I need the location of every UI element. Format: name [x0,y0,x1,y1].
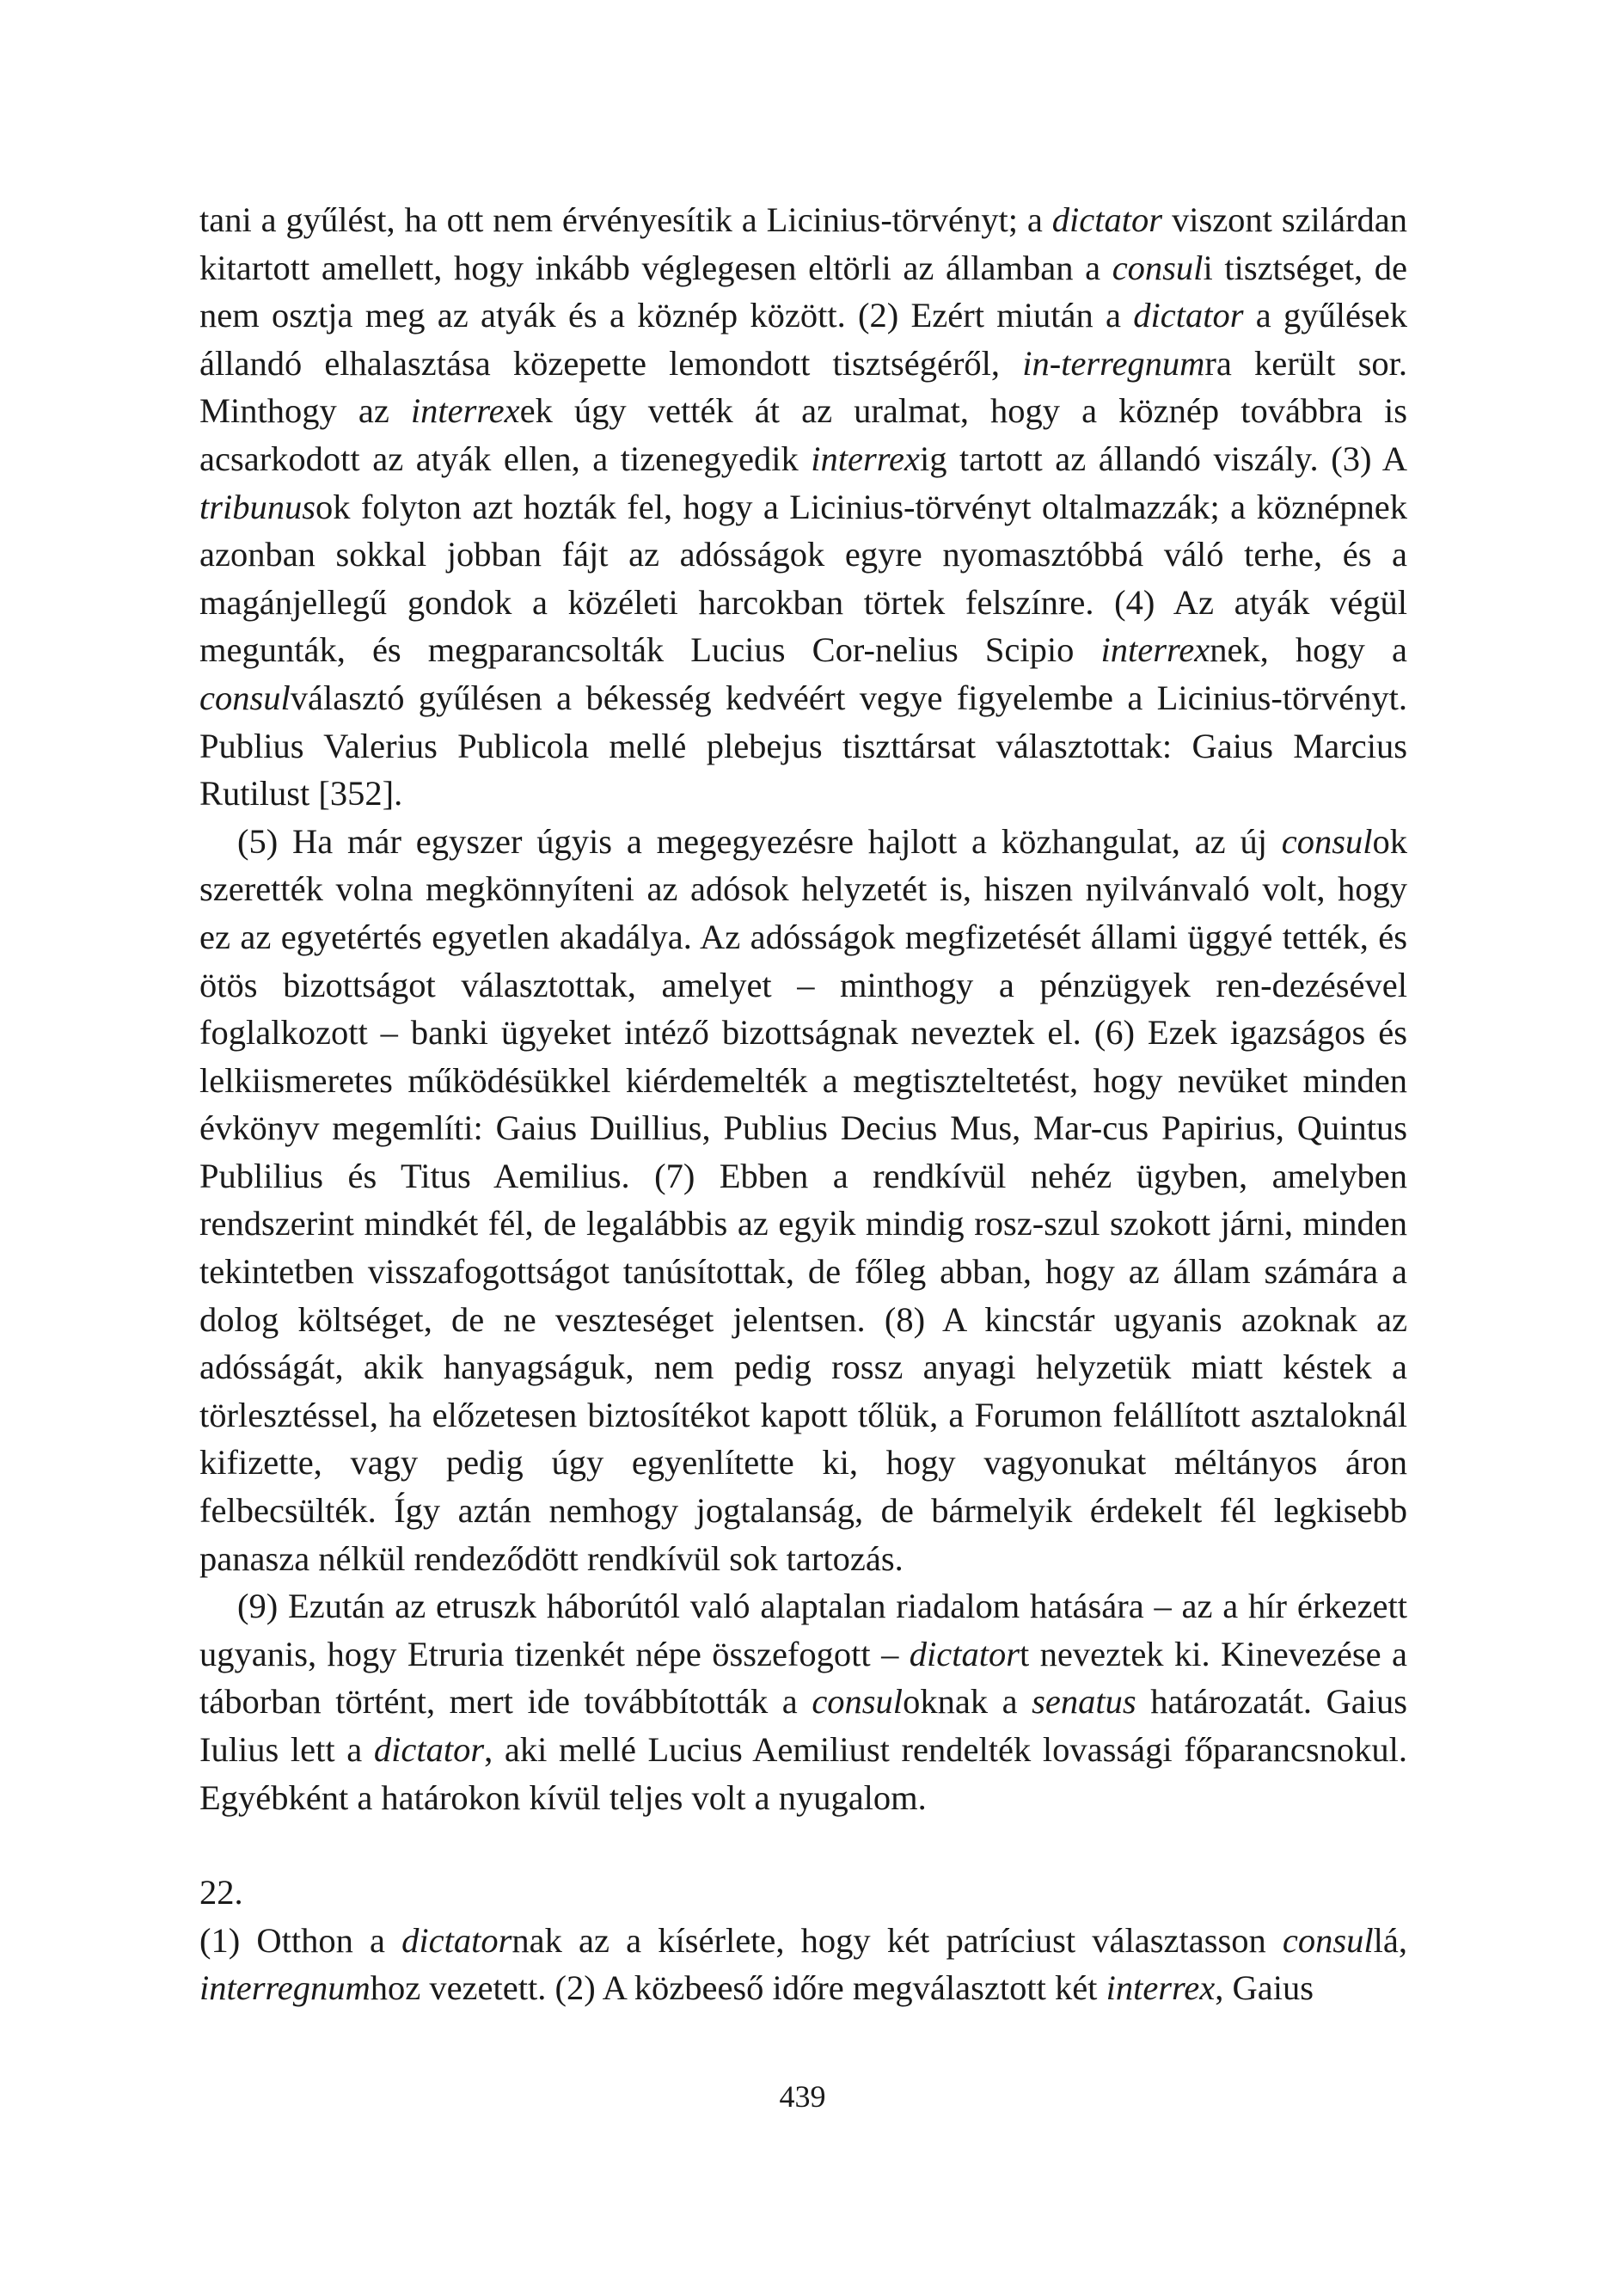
text-run: nek, hogy a [1210,630,1407,670]
paragraph [199,1582,1407,1821]
italic-term: consul [812,1682,904,1722]
text-run: a gyűlések állandó elhalasztása közepette lemondott tisztségéről, [199,296,1407,383]
italic-term: dictator [401,1920,512,1960]
body-text [199,196,1407,2012]
text-run: (1) Otthon a [199,1920,402,1960]
page-number: 439 [779,2079,826,2114]
text-run: t neveztek ki. Kinevezése a táborban történt, mert ide továbbították a [199,1634,1407,1722]
italic-term: tribunus [199,487,316,526]
text-run: , Gaius [1215,1968,1314,2008]
italic-term: dictator [1051,200,1163,239]
text-run: ek úgy vették át az uralmat, hogy a köznép továbbra is acsarkodott az atyák ellen, a tizenegyedik [199,391,1407,478]
italic-term: interrex [410,391,520,431]
text-run: (9) Ezután az etruszk háborútól való alaptalan riadalom hatására – az a hír érkezett ugyanis, hogy Etruria tizenkét népe összefogott – [199,1587,1407,1673]
italic-term: dictator [909,1634,1020,1673]
text-run: nak az a kísérlete, hogy két patríciust választasson [512,1920,1283,1960]
text-run: választó gyűlésen a békesség kedvéért vegye figyelembe a Licinius-törvényt. Publius Valerius Publicola mellé plebejus tiszttársat választottak: Gaius Marcius Rutilust [352]. [199,678,1407,813]
italic-term: consul [199,678,291,717]
italic-term: interregnum [199,1968,371,2008]
paragraph [199,1917,1407,2012]
italic-term: consul [1112,248,1204,287]
italic-term: interrex [811,439,920,478]
text-run: határozatát. Gaius Iulius lett a [199,1682,1408,1769]
italic-term: dictator [373,1730,485,1769]
text-run: lá, [1373,1920,1407,1960]
text-run: i tisztséget, de nem osztja meg az atyák és a köznép között. (2) Ezért miután a [199,248,1408,335]
text-run: hoz vezetett. (2) A közbeeső időre megválasztott két [370,1968,1106,2008]
italic-term: dictator [1133,296,1244,335]
italic-term: interrex [1100,630,1210,670]
text-run: ra került sor. Minthogy az [199,343,1407,431]
text-run: oknak a [903,1682,1032,1722]
italic-term: senatus [1032,1682,1136,1722]
italic-term: in-terregnum [1022,343,1205,383]
chapter-paragraphs [199,1917,1407,2012]
italic-term: consul [1282,1920,1374,1960]
italic-term: consul [1281,821,1373,861]
text-run: ok folyton azt hozták fel, hogy a Licinius-törvényt oltalmazzák; a köznépnek azonban sokkal jobban fájt az adósságok egyre nyomasztóbbá váló terhe, és a magánjellegű gondok a közéleti harcokban törtek felszínre. (4) Az atyák végül megunták, és megparancsolták Lucius Cor-nelius Scipio [199,487,1407,670]
text-run: , aki mellé Lucius Aemiliust rendelték lovassági főparancsnokul. Egyébként a határokon kívül teljes volt a nyugalom. [199,1730,1407,1817]
text-run: ok szerették volna megkönnyíteni az adósok helyzetét is, hiszen nyilvánvaló volt, hogy ez az egyetértés egyetlen akadálya. Az adósságok megfizetését állami üggyé tették, és ötös bizottságot választottak, amelyet – minthogy a pénzügyek ren-dezésével foglalkozott – banki ügyeket intéző bizottságnak neveztek el. (6) Ezek igazságos és lelkiismeretes működésükkel kiérdemelték a megtiszteltetést, hogy nevüket minden évkönyv megemlíti: Gaius Duillius, Publius Decius Mus, Mar-cus Papirius, Quintus Publilius és Titus Aemilius. (7) Ebben a rendkívül nehéz ügyben, amelyben rendszerint mindkét fél, de legalábbis az egyik mindig rosz-szul szokott járni, minden tekintetben visszafogottságot tanúsítottak, de főleg abban, hogy az állam számára a dolog költséget, de ne veszteséget jelentsen. (8) A kincstár ugyanis azoknak az adósságát, akik hanyagságuk, nem pedig rossz anyagi helyzetük miatt késtek a törlesztéssel, ha előzetesen biztosítékot kapott tőlük, a Forumon felállított asztaloknál kifizette, vagy pedig úgy egyenlítette ki, hogy vagyonukat méltányos áron felbecsülték. Így aztán nemhogy jogtalanság, de bármelyik érdekelt fél legkisebb panasza nélkül rendeződött rendkívül sok tartozás. [199,821,1407,1578]
paragraph [199,196,1407,818]
text-run: viszont szilárdan kitartott amellett, hogy inkább véglegesen eltörli az államban a [199,200,1408,287]
main-paragraphs [199,196,1407,1821]
chapter-number: 22. [199,1873,243,1912]
text-run: tani a gyűlést, ha ott nem érvényesítik a Licinius-törvényt; a [199,200,1052,239]
paragraph [199,818,1407,1583]
italic-term: interrex [1106,1968,1216,2008]
text-run: (5) Ha már egyszer úgyis a megegyezésre hajlott a közhangulat, az új [237,821,1282,861]
text-run: ig tartott az állandó viszály. (3) A [919,439,1407,478]
